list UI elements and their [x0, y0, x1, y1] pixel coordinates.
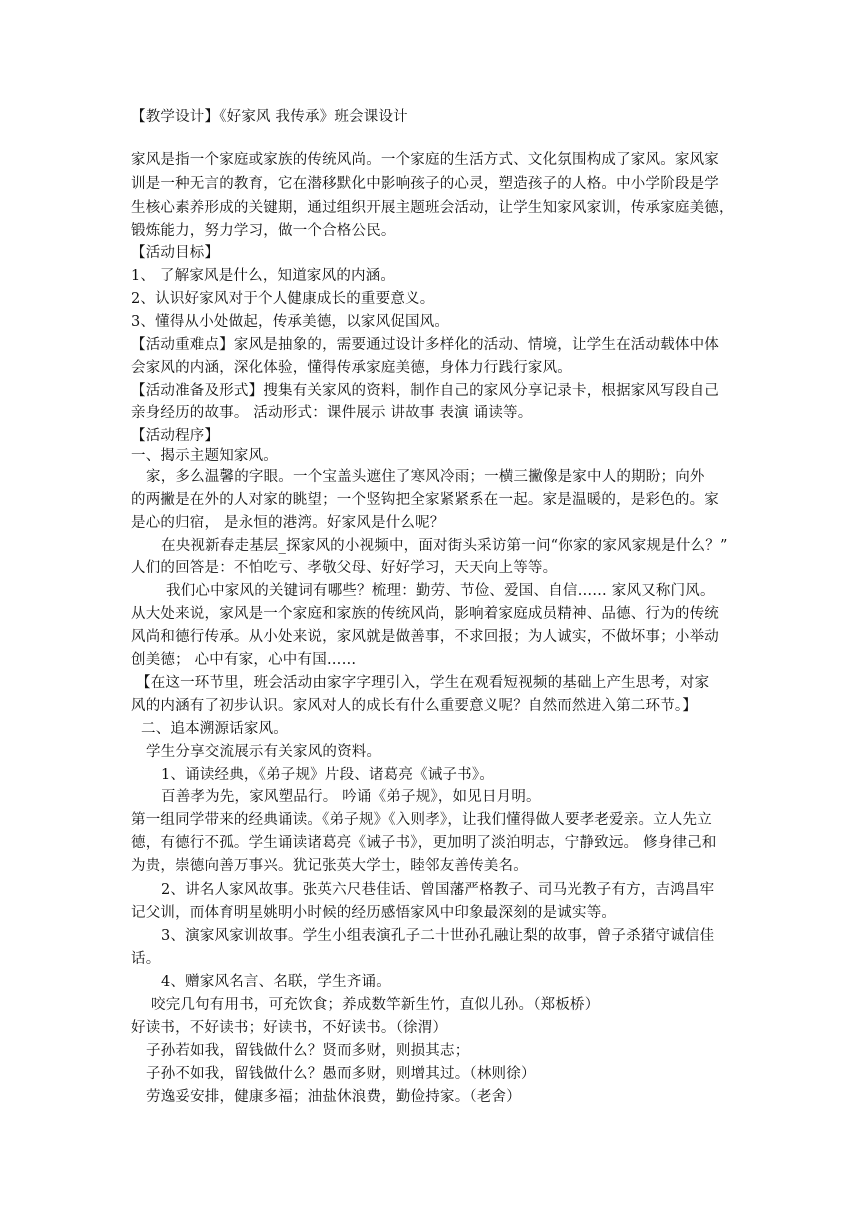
step1-paragraph-1-line-2: 的两撇是在外的人对家的眺望；一个竖钩把全家紧紧系在一起。家是温暖的，是彩色的。家 [131, 492, 719, 508]
step2-item-3-line-2: 话。 [131, 951, 161, 967]
goal-item-2: 2、认识好家风对于个人健康成长的重要意义。 [131, 291, 435, 307]
step1-note-line-2: 风的内涵有了初步认识。家风对人的成长有什么重要意义呢？自然而然进入第二环节。】 [131, 698, 698, 714]
step2-item-2-line-2: 记父训，而体育明星姚明小时候的经历感悟家风中印象最深刻的是诚实等。 [131, 905, 617, 921]
step1-paragraph-2-line-2: 人们的回答是：不怕吃亏、孝敬父母、好好学习，天天向上等等。 [131, 560, 558, 576]
step2-item-2-line-1: 2、讲名人家风故事。张英六尺巷佳话、曾国藩严格教子、司马光教子有方，吉鸿昌牢 [161, 882, 715, 898]
step1-paragraph-3-line-1: 我们心中家风的关键词有哪些？梳理：勤劳、节俭、爱国、自信…… 家风又称门风。 [166, 583, 715, 599]
step1-paragraph-1-line-3: 是心的归宿， 是永恒的港湾。好家风是什么呢？ [131, 515, 445, 531]
step1-paragraph-3-line-4: 创美德； 心中有家，心中有国…… [131, 652, 357, 668]
intro-line-3: 生核心素养形成的关键期，通过组织开展主题班会活动，让学生知家风家训，传承家庭美德， [131, 200, 734, 216]
quote-2: 好读书，不好读书；好读书，不好读书。（徐渭） [131, 1020, 448, 1036]
step1-paragraph-3-line-2: 从大处来说，家风是一个家庭和家族的传统风尚，影响着家庭成员精神、品德、行为的传统 [131, 606, 719, 622]
section-heading-goals: 【活动目标】 [131, 245, 220, 261]
intro-line-2: 训是一种无言的教育，它在潜移默化中影响孩子的心灵，塑造孩子的人格。中小学阶段是学 [131, 176, 719, 192]
step2-item-1-detail: 百善孝为先，家风塑品行。 吟诵《弟子规》，如见日月明。 [161, 789, 541, 805]
step-heading-1: 一、揭示主题知家风。 [131, 448, 278, 464]
goal-item-3: 3、懂得从小处做起，传承美德，以家风促国风。 [131, 314, 450, 330]
section-heading-procedure: 【活动程序】 [131, 428, 220, 444]
step1-note-line-1: 【在这一环节里，班会活动由家字字理引入，学生在观看短视频的基础上产生思考，对家 [136, 675, 710, 691]
intro-line-1: 家风是指一个家庭或家族的传统风尚。一个家庭的生活方式、文化氛围构成了家风。家风家 [131, 152, 719, 168]
quote-3-line-2: 子孙不如我，留钱做什么？愚而多财，则增其过。（林则徐） [146, 1066, 536, 1082]
step2-item-3-line-1: 3、演家风家训故事。学生小组表演孔子二十世孙孔融让梨的故事，曾子杀猪守诚信佳 [161, 928, 715, 944]
key-points-line-2: 会家风的内涵，深化体验，懂得传承家庭美德，身体力行践行家风。 [131, 360, 572, 376]
key-points-line-1: 【活动重难点】家风是抽象的，需要通过设计多样化的活动、情境，让学生在活动载体中体 [131, 337, 719, 353]
preparation-line-2: 亲身经历的故事。 活动形式：课件展示 讲故事 表演 诵读等。 [131, 405, 533, 421]
step-heading-2: 二、追本溯源话家风。 [141, 721, 288, 737]
step2-item-1: 1、诵读经典，《弟子规》片段、诸葛亮《诫子书》。 [161, 767, 495, 783]
step1-paragraph-2-line-1: 在央视新春走基层_探家风的小视频中，面对街头采访第一问“你家的家风家规是什么？” [161, 538, 728, 554]
step2-item-4: 4、赠家风名言、名联，学生齐诵。 [161, 974, 391, 990]
step2-paragraph-line-1: 第一组同学带来的经典诵读。《弟子规》《入则孝》，让我们懂得做人要孝老爱亲。立人先立 [131, 812, 712, 828]
step2-paragraph-line-2: 德，有德行不孤。学生诵读诸葛亮《诫子书》，更加明了淡泊明志，宁静致远。 修身律己和 [131, 835, 717, 851]
step2-paragraph-line-3: 为贵，崇德向善万事兴。犹记张英大学士，睦邻友善传美名。 [131, 858, 528, 874]
preparation-line-1: 【活动准备及形式】搜集有关家风的资料，制作自己的家风分享记录卡，根据家风写段自己 [131, 383, 719, 399]
document-title: 【教学设计】《好家风 我传承》班会课设计 [131, 109, 408, 125]
quote-4: 劳逸妥安排，健康多福；油盐休浪费，勤俭持家。（老舍） [146, 1089, 521, 1105]
intro-line-4: 锻炼能力，努力学习，做一个合格公民。 [131, 223, 396, 239]
quote-1: 咬完几句有用书，可充饮食；养成数竿新生竹，直似儿孙。（郑板桥） [151, 997, 600, 1013]
quote-3-line-1: 子孙若如我，留钱做什么？贤而多财，则损其志； [146, 1043, 470, 1059]
step2-intro: 学生分享交流展示有关家风的资料。 [146, 744, 382, 760]
goal-item-1: 1、 了解家风是什么，知道家风的内涵。 [131, 268, 396, 284]
step1-paragraph-1-line-1: 家，多么温馨的字眼。一个宝盖头遮住了寒风冷雨；一横三撇像是家中人的期盼；向外 [146, 469, 705, 485]
step1-paragraph-3-line-3: 风尚和德行传承。从小处来说，家风就是做善事，不求回报；为人诚实，不做坏事；小举动 [131, 629, 719, 645]
